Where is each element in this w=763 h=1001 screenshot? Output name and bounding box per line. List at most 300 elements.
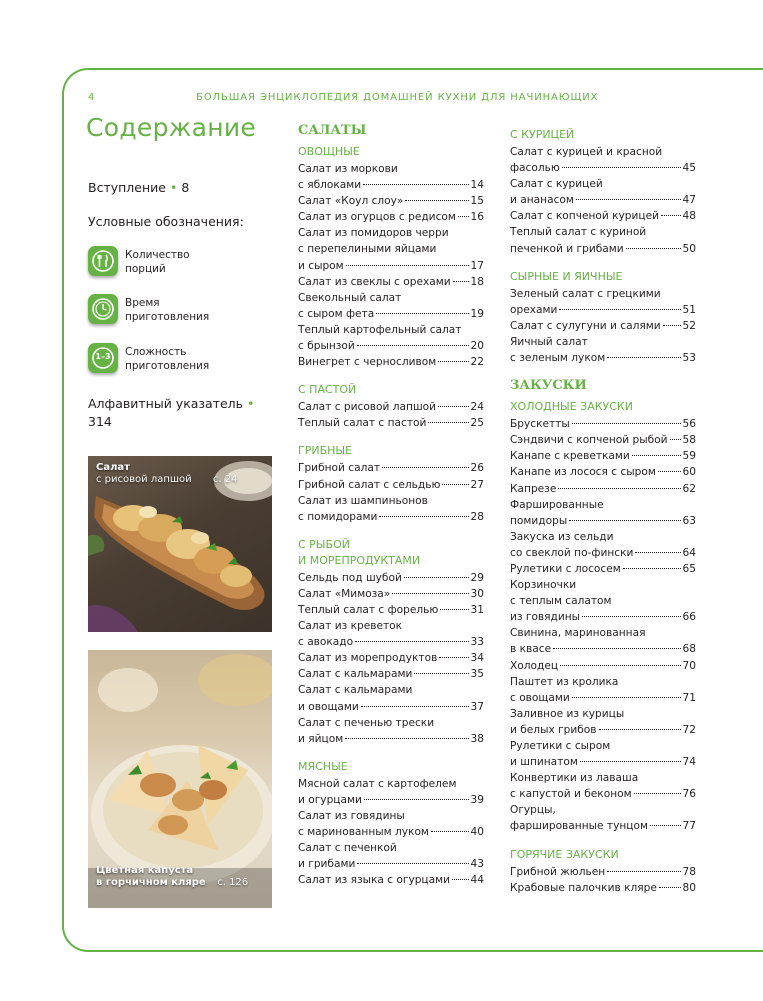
toc-entry-line: Огурцы, bbox=[510, 804, 556, 817]
toc-entry-line: Салат с курицей bbox=[510, 178, 603, 191]
toc-groups-col1 bbox=[298, 144, 484, 888]
legend-time bbox=[88, 294, 268, 334]
toc-entry-title: Рулетики с лососем bbox=[510, 562, 621, 575]
bullet-icon: • bbox=[169, 180, 178, 195]
toc-entry[interactable] bbox=[298, 650, 484, 666]
toc-entry-title: с помидорами bbox=[298, 510, 378, 523]
leader-dots bbox=[607, 871, 680, 872]
intro-label: Вступление bbox=[88, 180, 166, 195]
leader-dots bbox=[576, 199, 681, 200]
toc-entry-page: 66 bbox=[682, 611, 696, 624]
toc-entry[interactable] bbox=[510, 625, 696, 657]
toc-entry-page: 15 bbox=[470, 195, 484, 208]
leader-dots bbox=[572, 423, 681, 424]
toc-entry-page: 64 bbox=[682, 546, 696, 559]
leader-dots bbox=[382, 467, 469, 468]
toc-entry-last-line bbox=[510, 513, 696, 529]
toc-entry[interactable] bbox=[298, 586, 484, 602]
toc-entry[interactable] bbox=[298, 399, 484, 415]
toc-entry[interactable] bbox=[510, 674, 696, 706]
toc-entry-page: 56 bbox=[682, 418, 696, 431]
toc-entry-page: 45 bbox=[682, 162, 696, 175]
toc-entry-line: Корзиночки bbox=[510, 579, 577, 592]
toc-entry-last-line bbox=[298, 399, 484, 415]
toc-entry-line: Заливное из курицы bbox=[510, 707, 625, 720]
toc-entry-page: 51 bbox=[682, 303, 696, 316]
subsection-heading: СЫРНЫЕ И ЯИЧНЫЕ bbox=[510, 269, 623, 283]
legend-servings-line2: порций bbox=[125, 263, 166, 275]
toc-entry-title: Грибной салат с сельдью bbox=[298, 478, 441, 491]
toc-entry-title: Салат из огурцов с редисом bbox=[298, 211, 456, 224]
toc-entry-title: и овощами bbox=[298, 700, 359, 713]
leader-dots bbox=[438, 361, 468, 362]
leader-dots bbox=[632, 455, 681, 456]
toc-entry-title: помидоры bbox=[510, 514, 568, 527]
toc-entry[interactable] bbox=[298, 460, 484, 476]
leader-dots bbox=[559, 309, 680, 310]
photo1-caption-sub: с рисовой лапшой bbox=[96, 474, 192, 485]
toc-entry-line: Свекольный салат bbox=[298, 291, 402, 304]
leader-dots bbox=[439, 657, 468, 658]
toc-entry-line: Салат с курицей и красной bbox=[510, 146, 663, 158]
leader-dots bbox=[452, 879, 468, 880]
toc-entry-last-line bbox=[510, 160, 696, 176]
toc-entry-title: Салат из морепродуктов bbox=[298, 652, 438, 665]
legend-difficulty-line1: Сложность bbox=[125, 346, 187, 358]
toc-entry-page: 29 bbox=[470, 571, 484, 584]
toc-entry-last-line bbox=[298, 602, 484, 618]
toc-entry-page: 74 bbox=[682, 756, 696, 769]
running-title: БОЛЬШАЯ ЭНЦИКЛОПЕДИЯ ДОМАШНЕЙ КУХНИ ДЛЯ НАЧИНАЮЩИХ bbox=[196, 92, 599, 103]
toc-entry-last-line bbox=[510, 754, 696, 770]
toc-entry-line: Свинина, маринованная bbox=[510, 627, 646, 640]
toc-entry-page: 38 bbox=[470, 732, 484, 745]
toc-entry-line: Теплый салат с куриной bbox=[510, 226, 647, 239]
toc-entry-title: Канапе с креветками bbox=[510, 450, 630, 463]
toc-entry-page: 43 bbox=[470, 858, 484, 871]
toc-entry[interactable] bbox=[510, 658, 696, 674]
toc-entry-page: 63 bbox=[682, 514, 696, 527]
toc-entry-page: 14 bbox=[470, 179, 484, 192]
toc-entry[interactable] bbox=[510, 481, 696, 497]
toc-entry-last-line bbox=[510, 786, 696, 802]
leader-dots bbox=[663, 325, 681, 326]
photo-cauliflower-mustard-batter bbox=[88, 650, 272, 908]
toc-entry[interactable] bbox=[298, 354, 484, 370]
toc-entry-line: Салат из креветок bbox=[298, 620, 403, 633]
toc-entry-title: в квасе bbox=[510, 643, 552, 656]
legend-servings bbox=[88, 246, 268, 286]
toc-entry-title: Брускетты bbox=[510, 418, 570, 431]
toc-entry-last-line bbox=[298, 650, 484, 666]
toc-entry-title: и огурцами bbox=[298, 793, 362, 806]
toc-entry[interactable] bbox=[298, 570, 484, 586]
toc-entry[interactable] bbox=[510, 561, 696, 577]
toc-entry-last-line bbox=[510, 302, 696, 318]
toc-entry[interactable] bbox=[510, 706, 696, 738]
toc-entry[interactable] bbox=[298, 808, 484, 840]
toc-entry-line: с теплым салатом bbox=[510, 595, 612, 608]
toc-entry[interactable] bbox=[298, 602, 484, 618]
toc-entry-line: Теплый картофельный салат bbox=[298, 323, 462, 336]
toc-entry-page: 20 bbox=[470, 340, 484, 353]
toc-entry[interactable] bbox=[298, 493, 484, 525]
toc-entry-title: печенкой и грибами bbox=[510, 242, 624, 255]
subsection-heading: С КУРИЦЕЙ bbox=[510, 128, 575, 141]
toc-entry-title: Крабовые палочкив кляре bbox=[510, 881, 657, 894]
toc-entry-page: 28 bbox=[470, 510, 484, 523]
leader-dots bbox=[404, 577, 469, 578]
leader-dots bbox=[379, 516, 468, 517]
toc-entry-last-line bbox=[298, 634, 484, 650]
toc-entry-title: Салат с сулугуни и салями bbox=[510, 319, 661, 332]
subsection-heading: ГРИБНЫЕ bbox=[298, 444, 353, 458]
leader-dots bbox=[635, 552, 680, 553]
toc-entry-line: Паштет из кролика bbox=[510, 675, 619, 688]
toc-entry-last-line bbox=[298, 415, 484, 431]
toc-entry-line: Салат с печенью трески bbox=[298, 716, 435, 729]
toc-entry[interactable] bbox=[298, 161, 484, 193]
toc-entry-page: 19 bbox=[470, 307, 484, 320]
toc-entry[interactable] bbox=[510, 176, 696, 208]
toc-entry-line: Рулетики с сыром bbox=[510, 740, 611, 752]
toc-entry-line: Салат из помидоров черри bbox=[298, 227, 449, 240]
photo2-caption-line2: в горчичном кляре bbox=[96, 877, 206, 888]
toc-entry-last-line bbox=[510, 690, 696, 706]
toc-entry-page: 33 bbox=[470, 636, 484, 649]
legend-time-line1: Время bbox=[125, 297, 160, 309]
toc-entry[interactable] bbox=[510, 432, 696, 448]
toc-entry-title: Теплый салат с пастой bbox=[298, 417, 427, 430]
toc-entry[interactable] bbox=[510, 416, 696, 432]
toc-entry-page: 68 bbox=[682, 643, 696, 656]
toc-entry-title: и грибами bbox=[298, 858, 356, 871]
toc-entry-page: 59 bbox=[682, 450, 696, 463]
toc-entry-title: орехами bbox=[510, 303, 558, 316]
toc-entry-last-line bbox=[298, 354, 484, 370]
toc-entry-last-line bbox=[510, 416, 696, 432]
leader-dots bbox=[405, 200, 468, 201]
toc-column-2 bbox=[510, 123, 696, 896]
toc-entry[interactable] bbox=[510, 144, 696, 176]
toc-entry-page: 39 bbox=[470, 793, 484, 806]
leader-dots bbox=[626, 248, 681, 249]
leader-dots bbox=[392, 593, 468, 594]
toc-entry-page: 40 bbox=[470, 826, 484, 839]
alphabetical-index-entry[interactable] bbox=[88, 395, 268, 431]
leader-dots bbox=[650, 825, 681, 826]
toc-entry-title: с брынзой bbox=[298, 340, 355, 353]
section-heading-salads: САЛАТЫ bbox=[298, 123, 367, 138]
subsection-heading: ХОЛОДНЫЕ ЗАКУСКИ bbox=[510, 400, 633, 414]
toc-entry-title: Салат с копченой курицей bbox=[510, 210, 660, 223]
legend-difficulty bbox=[88, 343, 268, 383]
toc-entry-title: Салат с кальмарами bbox=[298, 668, 413, 681]
photo1-caption-title: Салат bbox=[96, 462, 130, 473]
toc-entry-last-line bbox=[510, 722, 696, 738]
leader-dots bbox=[414, 673, 468, 674]
toc-entry-last-line bbox=[510, 350, 696, 366]
toc-entry-title: Грибной жюльен bbox=[510, 865, 606, 878]
toc-entry-title: и шпинатом bbox=[510, 756, 578, 769]
toc-entry-title: с маринованным луком bbox=[298, 826, 429, 839]
toc-entry-last-line bbox=[298, 509, 484, 525]
leader-dots bbox=[431, 831, 469, 832]
toc-entry[interactable] bbox=[510, 334, 696, 366]
toc-entry-page: 62 bbox=[682, 482, 696, 495]
intro-page: 8 bbox=[181, 180, 190, 195]
toc-entry-page: 72 bbox=[682, 723, 696, 736]
photo2-caption-line1: Цветная капуста bbox=[96, 865, 194, 876]
toc-entry-title: с капустой и беконом bbox=[510, 788, 632, 801]
toc-entry-last-line bbox=[298, 177, 484, 193]
toc-entry-last-line bbox=[298, 570, 484, 586]
toc-entry-title: Сэндвичи с копченой рыбой bbox=[510, 434, 668, 447]
toc-entry-title: Сельдь под шубой bbox=[298, 571, 402, 584]
toc-entry-title: Салат из свеклы с орехами bbox=[298, 275, 451, 288]
toc-entry[interactable] bbox=[298, 715, 484, 747]
toc-entry[interactable] bbox=[298, 225, 484, 273]
toc-entry[interactable] bbox=[298, 618, 484, 650]
toc-entry-last-line bbox=[510, 561, 696, 577]
difficulty-icon bbox=[88, 343, 118, 373]
toc-entry-page: 44 bbox=[470, 874, 484, 887]
toc-entry-page: 50 bbox=[682, 242, 696, 255]
leader-dots bbox=[364, 799, 469, 800]
toc-entry-page: 24 bbox=[470, 401, 484, 414]
toc-entry-page: 26 bbox=[470, 462, 484, 475]
toc-entry-last-line bbox=[298, 666, 484, 682]
toc-entry-line: Зеленый салат с грецкими bbox=[510, 287, 661, 300]
toc-entry-last-line bbox=[298, 193, 484, 209]
toc-entry[interactable] bbox=[298, 477, 484, 493]
bullet-icon: • bbox=[247, 396, 255, 411]
page-title: Содержание bbox=[86, 113, 257, 142]
photo2-caption-page: с. 126 bbox=[217, 877, 249, 888]
leader-dots bbox=[659, 887, 681, 888]
toc-entry[interactable] bbox=[510, 497, 696, 529]
leader-dots bbox=[582, 616, 680, 617]
toc-entry-title: Салат «Мимоза» bbox=[298, 587, 391, 600]
toc-entry[interactable] bbox=[510, 286, 696, 318]
toc-entry[interactable] bbox=[298, 209, 484, 225]
toc-entry-title: Канапе из лосося с сыром bbox=[510, 466, 656, 479]
leader-dots bbox=[453, 281, 469, 282]
leader-dots bbox=[572, 697, 681, 698]
toc-entry-last-line bbox=[510, 609, 696, 625]
leader-dots bbox=[458, 216, 469, 217]
page-header bbox=[88, 92, 748, 106]
toc-entry-title: Салат из языка с огурцами bbox=[298, 874, 451, 887]
leader-dots bbox=[623, 568, 681, 569]
toc-entry-last-line bbox=[510, 464, 696, 480]
toc-entry-page: 34 bbox=[470, 652, 484, 665]
leader-dots bbox=[634, 793, 681, 794]
leader-dots bbox=[438, 406, 468, 407]
toc-entry[interactable] bbox=[510, 880, 696, 896]
leader-dots bbox=[361, 706, 469, 707]
toc-entry-last-line bbox=[510, 864, 696, 880]
toc-entry-last-line bbox=[298, 824, 484, 840]
leader-dots bbox=[357, 345, 469, 346]
leader-dots bbox=[346, 265, 469, 266]
toc-entry-page: 30 bbox=[470, 587, 484, 600]
toc-entry-last-line bbox=[298, 338, 484, 354]
leader-dots bbox=[363, 184, 468, 185]
toc-entry[interactable] bbox=[510, 448, 696, 464]
toc-entry[interactable] bbox=[510, 864, 696, 880]
toc-entry-page: 27 bbox=[470, 478, 484, 491]
toc-entry[interactable] bbox=[510, 208, 696, 224]
fork-knife-icon bbox=[88, 246, 118, 276]
subsection-heading: ОВОЩНЫЕ bbox=[298, 145, 360, 158]
toc-entry-page: 25 bbox=[470, 417, 484, 430]
toc-entry-title: Холодец bbox=[510, 659, 559, 672]
toc-entry-line: Закуска из сельди bbox=[510, 530, 614, 543]
toc-entry-last-line bbox=[298, 792, 484, 808]
toc-entry-last-line bbox=[298, 586, 484, 602]
toc-entry-last-line bbox=[298, 731, 484, 747]
toc-entry[interactable] bbox=[510, 224, 696, 256]
toc-entry-title: с сыром фета bbox=[298, 307, 375, 320]
toc-entry[interactable] bbox=[510, 738, 696, 770]
toc-entry-title: и сыром bbox=[298, 259, 344, 272]
intro-entry[interactable] bbox=[88, 180, 189, 195]
toc-entry-last-line bbox=[298, 872, 484, 888]
toc-entry-last-line bbox=[298, 209, 484, 225]
toc-entry[interactable] bbox=[298, 682, 484, 714]
toc-entry-last-line bbox=[510, 241, 696, 257]
toc-entry[interactable] bbox=[298, 193, 484, 209]
leader-dots bbox=[357, 863, 468, 864]
leader-dots bbox=[661, 215, 680, 216]
toc-entry-page: 35 bbox=[470, 668, 484, 681]
toc-entry-page: 16 bbox=[470, 211, 484, 224]
section-heading-appetizers: ЗАКУСКИ bbox=[510, 378, 587, 394]
toc-entry-last-line bbox=[298, 856, 484, 872]
leader-dots bbox=[560, 665, 680, 666]
legend-difficulty-line2: приготовления bbox=[125, 360, 210, 372]
toc-entry[interactable] bbox=[298, 776, 484, 808]
toc-entry-title: фаршированные тунцом bbox=[510, 820, 648, 833]
toc-entry[interactable] bbox=[298, 666, 484, 682]
toc-entry-title: Салат «Коул слоу» bbox=[298, 195, 404, 208]
leader-dots bbox=[599, 729, 681, 730]
toc-entry-line: Салат с кальмарами bbox=[298, 684, 413, 697]
toc-entry-title: с овощами bbox=[510, 691, 570, 704]
toc-entry-last-line bbox=[298, 306, 484, 322]
leader-dots bbox=[658, 471, 681, 472]
toc-entry-last-line bbox=[298, 258, 484, 274]
leader-dots bbox=[607, 357, 680, 358]
alpha-index-label: Алфавитный указатель bbox=[88, 396, 244, 411]
toc-entry-last-line bbox=[298, 460, 484, 476]
toc-entry-last-line bbox=[510, 318, 696, 334]
toc-entry-page: 48 bbox=[682, 210, 696, 223]
alpha-index-page: 314 bbox=[88, 414, 112, 429]
toc-entry-page: 47 bbox=[682, 194, 696, 207]
toc-entry-title: Грибной салат bbox=[298, 462, 381, 475]
toc-entry[interactable] bbox=[510, 802, 696, 834]
toc-entry-page: 31 bbox=[470, 603, 484, 616]
toc-entry-page: 37 bbox=[470, 700, 484, 713]
toc-entry-title: и яйцом bbox=[298, 732, 344, 745]
toc-entry-line: Конвертики из лаваша bbox=[510, 772, 639, 785]
leader-dots bbox=[355, 641, 468, 642]
toc-entry-line: Салат из говядины bbox=[298, 810, 405, 822]
toc-entry-line: Мясной салат с картофелем bbox=[298, 777, 457, 790]
leader-dots bbox=[376, 313, 468, 314]
leader-dots bbox=[580, 761, 681, 762]
toc-entry-page: 22 bbox=[470, 356, 484, 369]
toc-entry-page: 17 bbox=[470, 259, 484, 272]
toc-entry-title: с яблоками bbox=[298, 179, 362, 192]
leader-dots bbox=[345, 738, 468, 739]
toc-entry-title: Салат с рисовой лапшой bbox=[298, 401, 437, 414]
page-number: 4 bbox=[88, 92, 95, 103]
toc-entry[interactable] bbox=[510, 529, 696, 561]
toc-entry-title: фасолью bbox=[510, 162, 560, 175]
toc-entry[interactable] bbox=[510, 464, 696, 480]
toc-entry-page: 70 bbox=[682, 659, 696, 672]
toc-entry-last-line bbox=[510, 818, 696, 834]
toc-entry-title: с зеленым луком bbox=[510, 352, 606, 365]
toc-entry[interactable] bbox=[298, 322, 484, 354]
toc-entry-last-line bbox=[510, 432, 696, 448]
toc-entry[interactable] bbox=[510, 318, 696, 334]
clock-icon bbox=[88, 294, 118, 324]
toc-entry-title: с авокадо bbox=[298, 636, 354, 649]
leader-dots bbox=[440, 609, 468, 610]
toc-column-1 bbox=[298, 123, 484, 888]
toc-entry[interactable] bbox=[298, 415, 484, 431]
toc-entry-page: 52 bbox=[682, 319, 696, 332]
toc-entry-title: со свеклой по-фински bbox=[510, 546, 634, 559]
toc-entry-last-line bbox=[510, 448, 696, 464]
toc-entry-last-line bbox=[510, 481, 696, 497]
toc-entry[interactable] bbox=[298, 290, 484, 322]
toc-entry-last-line bbox=[298, 274, 484, 290]
toc-entry[interactable] bbox=[298, 872, 484, 888]
leader-dots bbox=[428, 422, 468, 423]
toc-entry[interactable] bbox=[298, 274, 484, 290]
legend-title: Условные обозначения: bbox=[88, 214, 244, 229]
subsection-heading: С ПАСТОЙ bbox=[298, 383, 357, 397]
toc-entry[interactable] bbox=[510, 577, 696, 625]
toc-entry-last-line bbox=[298, 477, 484, 493]
toc-entry-last-line bbox=[510, 208, 696, 224]
toc-entry-last-line bbox=[298, 699, 484, 715]
toc-entry-title: Винегрет с черносливом bbox=[298, 356, 437, 369]
toc-entry-last-line bbox=[510, 658, 696, 674]
toc-entry[interactable] bbox=[510, 770, 696, 802]
toc-entry-page: 60 bbox=[682, 466, 696, 479]
leader-dots bbox=[553, 648, 680, 649]
subsection-heading: МЯСНЫЕ bbox=[298, 759, 348, 773]
legend-time-line2: приготовления bbox=[125, 311, 210, 323]
leader-dots bbox=[569, 520, 680, 521]
toc-entry-page: 58 bbox=[682, 434, 696, 447]
toc-groups-col2-top bbox=[510, 127, 696, 366]
toc-entry-page: 71 bbox=[682, 691, 696, 704]
toc-entry-last-line bbox=[510, 545, 696, 561]
toc-entry[interactable] bbox=[298, 840, 484, 872]
toc-entry-line: Салат из шампиньонов bbox=[298, 494, 428, 507]
toc-entry-last-line bbox=[510, 641, 696, 657]
toc-entry-title: Капрезе bbox=[510, 482, 557, 495]
leader-dots bbox=[670, 439, 681, 440]
subsection-heading: ГОРЯЧИЕ ЗАКУСКИ bbox=[510, 847, 619, 861]
